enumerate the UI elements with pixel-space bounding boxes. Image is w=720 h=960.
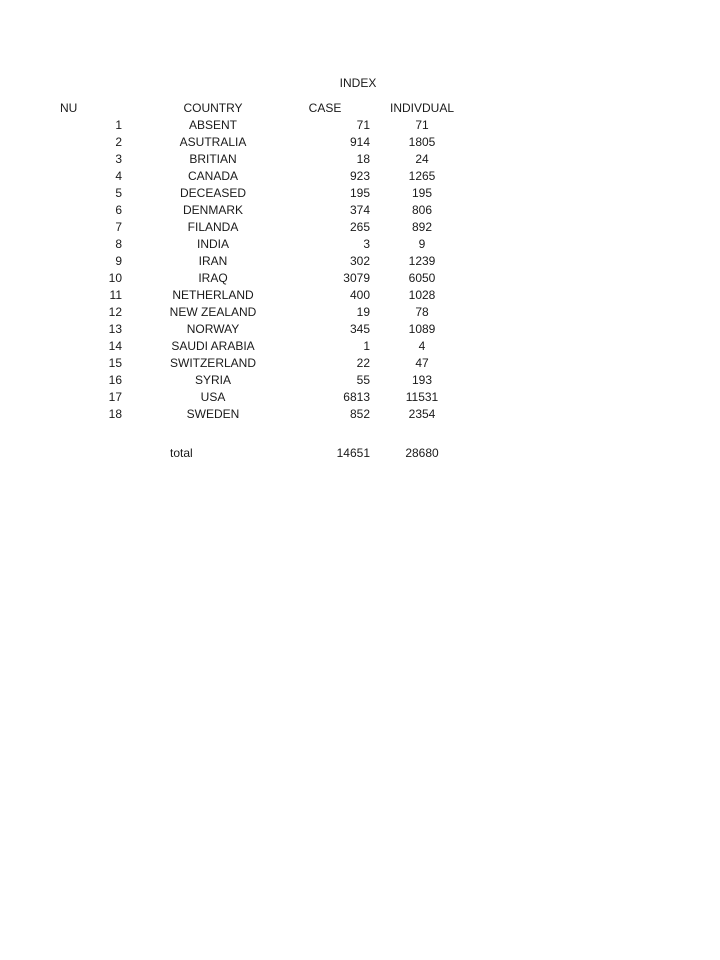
cell-country: IRAQ xyxy=(198,271,228,285)
cell-case: 345 xyxy=(349,322,370,336)
cell-individual: 47 xyxy=(415,356,429,370)
cell-country: SYRIA xyxy=(194,373,231,387)
cell-nu: 2 xyxy=(115,135,122,149)
cell-case: 18 xyxy=(356,152,370,166)
table-row xyxy=(0,321,720,338)
cell-nu: 13 xyxy=(108,322,122,336)
cell-individual: 78 xyxy=(415,305,429,319)
cell-nu: 12 xyxy=(108,305,122,319)
total-row xyxy=(0,445,720,462)
cell-individual: 11531 xyxy=(405,390,439,404)
cell-country: IRAN xyxy=(198,254,228,268)
cell-nu: 8 xyxy=(115,237,122,251)
cell-case: 71 xyxy=(356,118,370,132)
table-row xyxy=(0,219,720,236)
cell-case: 3 xyxy=(363,237,370,251)
cell-nu: 17 xyxy=(108,390,122,404)
cell-country: SWEDEN xyxy=(186,407,240,421)
total-case: 14651 xyxy=(336,446,370,460)
cell-nu: 1 xyxy=(115,118,122,132)
table-row xyxy=(0,270,720,287)
table-row xyxy=(0,372,720,389)
table-row xyxy=(0,389,720,406)
cell-individual: 71 xyxy=(415,118,429,132)
cell-nu: 11 xyxy=(109,288,122,302)
cell-country: CANADA xyxy=(187,169,238,183)
cell-individual: 4 xyxy=(418,339,426,353)
cell-country: USA xyxy=(200,390,226,404)
cell-individual: 193 xyxy=(411,373,433,387)
cell-nu: 15 xyxy=(108,356,122,370)
cell-individual: 892 xyxy=(411,220,433,234)
cell-nu: 14 xyxy=(108,339,122,353)
cell-country: SAUDI ARABIA xyxy=(171,339,255,353)
table-row xyxy=(0,338,720,355)
cell-individual: 1089 xyxy=(408,322,436,336)
index-title: INDEX xyxy=(339,76,377,90)
cell-case: 852 xyxy=(349,407,370,421)
cell-case: 19 xyxy=(356,305,370,319)
cell-individual: 1028 xyxy=(408,288,436,302)
header-row xyxy=(0,100,720,117)
cell-nu: 5 xyxy=(115,186,122,200)
cell-country: ASUTRALIA xyxy=(179,135,247,149)
cell-case: 914 xyxy=(349,135,370,149)
cell-individual: 1239 xyxy=(408,254,436,268)
cell-individual: 806 xyxy=(411,203,433,217)
cell-nu: 10 xyxy=(108,271,122,285)
header-nu: NU xyxy=(60,101,78,115)
cell-individual: 2354 xyxy=(408,407,436,421)
cell-country: DECEASED xyxy=(179,186,247,200)
total-label: total xyxy=(170,446,193,460)
cell-country: NETHERLAND xyxy=(172,288,254,302)
cell-case: 1 xyxy=(363,339,370,353)
header-case: CASE xyxy=(308,101,342,115)
total-individual: 28680 xyxy=(405,446,439,460)
cell-nu: 16 xyxy=(108,373,122,387)
cell-nu: 4 xyxy=(115,169,122,183)
cell-country: SWITZERLAND xyxy=(169,356,256,370)
table-body xyxy=(0,117,720,423)
table-row xyxy=(0,236,720,253)
cell-country: DENMARK xyxy=(182,203,243,217)
cell-country: NORWAY xyxy=(186,322,240,336)
table-row xyxy=(0,117,720,134)
table-row xyxy=(0,168,720,185)
cell-case: 3079 xyxy=(343,271,370,285)
cell-country: BRITIAN xyxy=(189,152,237,166)
cell-individual: 6050 xyxy=(408,271,436,285)
cell-individual: 195 xyxy=(411,186,433,200)
cell-nu: 18 xyxy=(108,407,122,421)
cell-nu: 7 xyxy=(115,220,122,234)
cell-nu: 3 xyxy=(115,152,122,166)
cell-nu: 6 xyxy=(115,203,122,217)
cell-country: ABSENT xyxy=(188,118,237,132)
header-country: COUNTRY xyxy=(183,101,243,115)
table-row xyxy=(0,134,720,151)
cell-case: 265 xyxy=(349,220,370,234)
cell-case: 923 xyxy=(349,169,370,183)
cell-country: FILANDA xyxy=(187,220,239,234)
table-row xyxy=(0,253,720,270)
cell-individual: 1805 xyxy=(408,135,436,149)
table-row xyxy=(0,185,720,202)
cell-case: 302 xyxy=(349,254,370,268)
cell-individual: 9 xyxy=(418,237,426,251)
table-row xyxy=(0,287,720,304)
cell-nu: 9 xyxy=(115,254,122,268)
cell-case: 374 xyxy=(349,203,370,217)
cell-country: NEW ZEALAND xyxy=(169,305,257,319)
table-row xyxy=(0,202,720,219)
cell-case: 55 xyxy=(356,373,370,387)
cell-individual: 24 xyxy=(415,152,429,166)
cell-case: 6813 xyxy=(343,390,370,404)
table-row xyxy=(0,355,720,372)
table-row xyxy=(0,151,720,168)
cell-individual: 1265 xyxy=(408,169,436,183)
cell-country: INDIA xyxy=(196,237,229,251)
header-individual: INDIVDUAL xyxy=(389,101,454,115)
cell-case: 400 xyxy=(349,288,370,302)
table-row xyxy=(0,406,720,423)
table-row xyxy=(0,304,720,321)
cell-case: 195 xyxy=(349,186,370,200)
cell-case: 22 xyxy=(356,356,370,370)
